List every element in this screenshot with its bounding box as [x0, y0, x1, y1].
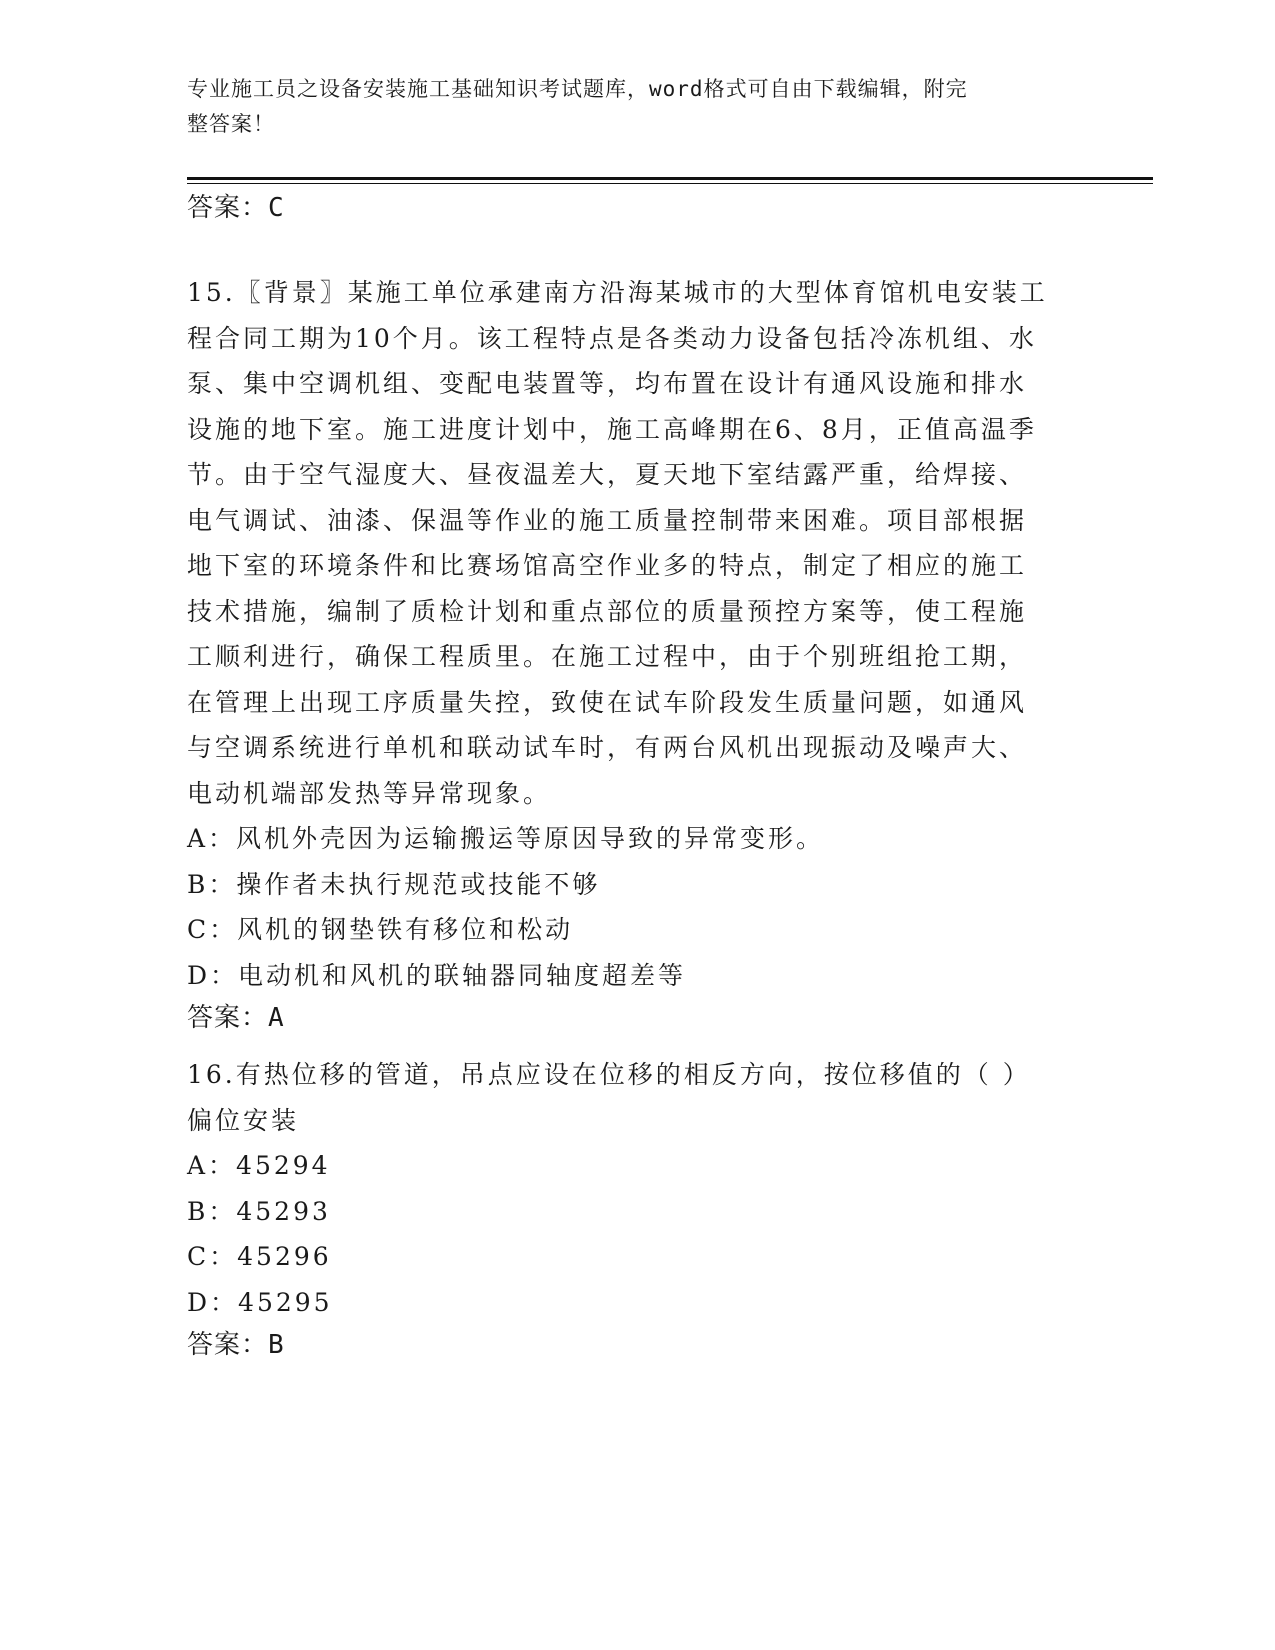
q15-line: 15.〖背景〗某施工单位承建南方沿海某城市的大型体育馆机电安装工 [187, 278, 1048, 307]
question-16 [187, 1052, 1087, 1365]
q16-option-b: B：45293 [187, 1196, 331, 1226]
q16-option-a: A：45294 [187, 1151, 331, 1180]
header-line-1: 专业施工员之设备安装施工基础知识考试题库，word格式可自由下载编辑，附完 [187, 77, 968, 101]
header-line-2: 整答案！ [187, 112, 275, 136]
q15-line: 与空调系统进行单机和联动试车时，有两台风机出现振动及噪声大、 [187, 733, 1028, 762]
question-15 [187, 270, 1087, 1038]
header-rule-thick [187, 177, 1153, 180]
q15-line: 程合同工期为10个月。该工程特点是各类动力设备包括冷冻机组、水 [187, 323, 1037, 353]
q16-line: 16.有热位移的管道，吊点应设在位移的相反方向，按位移值的（ ） [187, 1060, 1031, 1089]
q16-option-d: D：45295 [187, 1287, 333, 1317]
header-rule-thin [187, 183, 1153, 184]
question-15-text [187, 270, 1087, 816]
q15-answer: 答案：A [187, 1003, 285, 1033]
q15-option-c: C：风机的钢垫铁有移位和松动 [187, 915, 574, 944]
q16-option-c: C：45296 [187, 1242, 332, 1271]
question-16-text [187, 1052, 1087, 1143]
q16-answer: 答案：B [187, 1330, 285, 1360]
q15-line: 电动机端部发热等异常现象。 [187, 778, 552, 808]
q15-option-b: B：操作者未执行规范或技能不够 [187, 869, 601, 899]
q15-option-d: D：电动机和风机的联轴器同轴度超差等 [187, 960, 687, 990]
q15-line: 技术措施，编制了质检计划和重点部位的质量预控方案等，使工程施 [187, 596, 1028, 626]
question-16-options [187, 1143, 1087, 1325]
question-15-options [187, 816, 1087, 998]
q15-line: 设施的地下室。施工进度计划中，施工高峰期在6、8月，正值高温季 [187, 414, 1037, 444]
q15-line: 地下室的环境条件和比赛场馆高空作业多的特点，制定了相应的施工 [187, 551, 1028, 580]
document-header [187, 72, 1087, 142]
q15-line: 泵、集中空调机组、变配电装置等，均布置在设计有通风设施和排水 [187, 369, 1028, 398]
q15-line: 工顺利进行，确保工程质里。在施工过程中，由于个别班组抢工期， [187, 642, 1028, 671]
q16-line: 偏位安装 [187, 1105, 300, 1135]
prev-answer: 答案：C [187, 193, 285, 223]
q15-line: 在管理上出现工序质量失控，致使在试车阶段发生质量问题，如通风 [187, 687, 1028, 717]
q15-option-a: A：风机外壳因为运输搬运等原因导致的异常变形。 [187, 824, 825, 853]
q15-line: 节。由于空气湿度大、昼夜温差大，夏天地下室结露严重，给焊接、 [187, 460, 1028, 489]
q15-line: 电气调试、油漆、保温等作业的施工质量控制带来困难。项目部根据 [187, 505, 1028, 535]
